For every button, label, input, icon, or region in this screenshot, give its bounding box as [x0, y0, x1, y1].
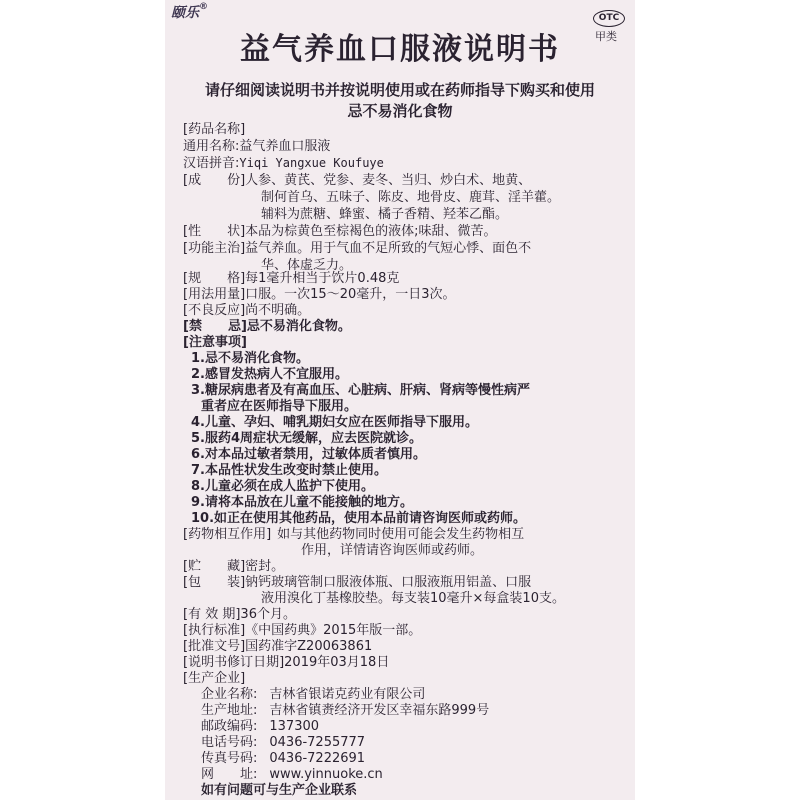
precaution-item: 1.忌不易消化食物。	[191, 351, 309, 366]
company-name-row	[201, 686, 425, 703]
otc-class: 甲类	[595, 30, 617, 43]
interactions-line-2: 作用，详情请咨询医师或药师。	[301, 543, 484, 558]
brand-name: 颐乐	[171, 5, 199, 21]
dosage-value: 口服。一次15～20毫升，一日3次。	[245, 287, 456, 302]
specification-value: 每1毫升相当于饮片0.48克	[245, 271, 400, 286]
fax-value: 0436-7222691	[269, 751, 366, 766]
pinyin-value: Yiqi Yangxue Koufuye	[239, 156, 384, 170]
precaution-item-continuation: 重者应在医师指导下服用。	[201, 399, 358, 414]
address-label: 生产地址:	[201, 703, 258, 718]
interactions-line-1: 如与其他药物同时使用可能会发生药物相互	[277, 527, 525, 542]
contact-footer: 如有问题可与生产企业联系	[201, 783, 358, 798]
precaution-item: 4.儿童、孕妇、哺乳期妇女应在医师指导下服用。	[191, 415, 478, 430]
adverse-row	[183, 302, 310, 319]
package-line-1: 钠钙玻璃管制口服液体瓶、口服液瓶用铝盖、口服	[245, 575, 532, 590]
precaution-item: 6.对本品过敏者禁用，过敏体质者慎用。	[191, 447, 426, 462]
indications-line-2: 华、体虚乏力。	[261, 258, 353, 273]
otc-badge: OTC	[593, 10, 625, 27]
document-title: 益气养血口服液说明书	[240, 32, 560, 67]
indications-label: [功能主治]	[183, 241, 246, 256]
website-row	[201, 766, 383, 783]
precaution-item: 7.本品性状发生改变时禁止使用。	[191, 463, 387, 478]
ingredients-row	[183, 172, 531, 189]
contraindication-row	[183, 318, 351, 335]
adverse-value: 尚不明确。	[245, 303, 311, 318]
specification-row	[183, 270, 399, 287]
precaution-item: 3.糖尿病患者及有高血压、心脏病、肝病、肾病等慢性病严	[191, 383, 530, 398]
registered-mark: ®	[199, 2, 208, 12]
ingredients-line-2: 制何首乌、五味子、陈皮、地骨皮、鹿茸、淫羊藿。	[261, 190, 561, 205]
validity-row	[183, 606, 296, 623]
properties-row	[183, 223, 497, 240]
precaution-item: 2.感冒发热病人不宜服用。	[191, 367, 348, 382]
precautions-header: [注意事项]	[183, 335, 247, 350]
validity-value: 36个月。	[240, 607, 296, 622]
precaution-item: 8.儿童必须在成人监护下使用。	[191, 479, 374, 494]
phone-row	[201, 734, 365, 751]
specification-label: [规 格]	[183, 271, 246, 286]
ingredients-line-1: 人参、黄芪、党参、麦冬、当归、炒白术、地黄、	[245, 173, 532, 188]
dosage-row	[183, 286, 456, 303]
brand-logo	[171, 2, 208, 22]
approval-row	[183, 638, 372, 655]
leaflet	[165, 0, 635, 800]
precaution-item: 9.请将本品放在儿童不能接触的地方。	[191, 495, 413, 510]
properties-label: [性 状]	[183, 224, 246, 239]
address-value: 吉林省镇赉经济开发区幸福东路999号	[269, 703, 490, 718]
precaution-item: 10.如正在使用其他药品，使用本品前请咨询医师或药师。	[191, 511, 527, 526]
phone-value: 0436-7255777	[269, 735, 366, 750]
phone-label: 电话号码:	[201, 735, 258, 750]
revision-row	[183, 654, 389, 671]
ingredients-label: [成 份]	[183, 173, 246, 188]
company-name-value: 吉林省银诺克药业有限公司	[269, 687, 426, 702]
approval-value: 国药准字Z20063861	[245, 639, 373, 654]
postcode-label: 邮政编码:	[201, 719, 258, 734]
fax-row	[201, 750, 365, 767]
validity-label: [有 效 期]	[183, 607, 241, 622]
indications-row	[183, 240, 531, 257]
postcode-value: 137300	[269, 719, 320, 734]
precaution-item: 5.服药4周症状无缓解，应去医院就诊。	[191, 431, 423, 446]
pinyin-row	[183, 155, 384, 172]
common-name-row	[183, 138, 330, 155]
package-line-2: 液用溴化丁基橡胶垫。每支装10毫升×每盒装10支。	[261, 591, 565, 606]
storage-row	[183, 558, 284, 575]
usage-warning-line-2: 忌不易消化食物	[347, 102, 453, 120]
adverse-label: [不良反应]	[183, 303, 246, 318]
properties-value: 本品为棕黄色至棕褐色的液体;味甜、微苦。	[245, 224, 497, 239]
package-row	[183, 574, 531, 591]
fax-label: 传真号码:	[201, 751, 258, 766]
ingredients-line-3: 辅料为蔗糖、蜂蜜、橘子香精、羟苯乙酯。	[261, 207, 509, 222]
website-value: www.yinnuoke.cn	[269, 767, 383, 782]
drug-name-header: [药品名称]	[183, 122, 246, 137]
website-label: 网 址:	[201, 767, 258, 782]
pinyin-label: 汉语拼音:	[183, 156, 240, 171]
standard-value: 《中国药典》2015年版一部。	[245, 623, 422, 638]
common-name-label: 通用名称:	[183, 139, 240, 154]
manufacturer-header: [生产企业]	[183, 671, 246, 686]
package-label: [包 装]	[183, 575, 246, 590]
indications-line-1: 益气养血。用于气血不足所致的气短心悸、面色不	[245, 241, 532, 256]
revision-label: [说明书修订日期]	[183, 655, 285, 670]
interactions-label: [药物相互作用]	[183, 527, 272, 542]
storage-label: [贮 藏]	[183, 559, 246, 574]
standard-row	[183, 622, 421, 639]
approval-label: [批准文号]	[183, 639, 246, 654]
contraindication-value: 忌不易消化食物。	[246, 319, 351, 334]
common-name-value: 益气养血口服液	[239, 139, 331, 154]
revision-value: 2019年03月18日	[284, 655, 390, 670]
dosage-label: [用法用量]	[183, 287, 246, 302]
storage-value: 密封。	[245, 559, 285, 574]
postcode-row	[201, 718, 319, 735]
address-row	[201, 702, 489, 719]
interactions-row	[183, 526, 524, 543]
contraindication-label: [禁 忌]	[183, 319, 247, 334]
standard-label: [执行标准]	[183, 623, 246, 638]
company-name-label: 企业名称:	[201, 687, 258, 702]
usage-warning-line-1: 请仔细阅读说明书并按说明使用或在药师指导下购买和使用	[204, 81, 595, 99]
